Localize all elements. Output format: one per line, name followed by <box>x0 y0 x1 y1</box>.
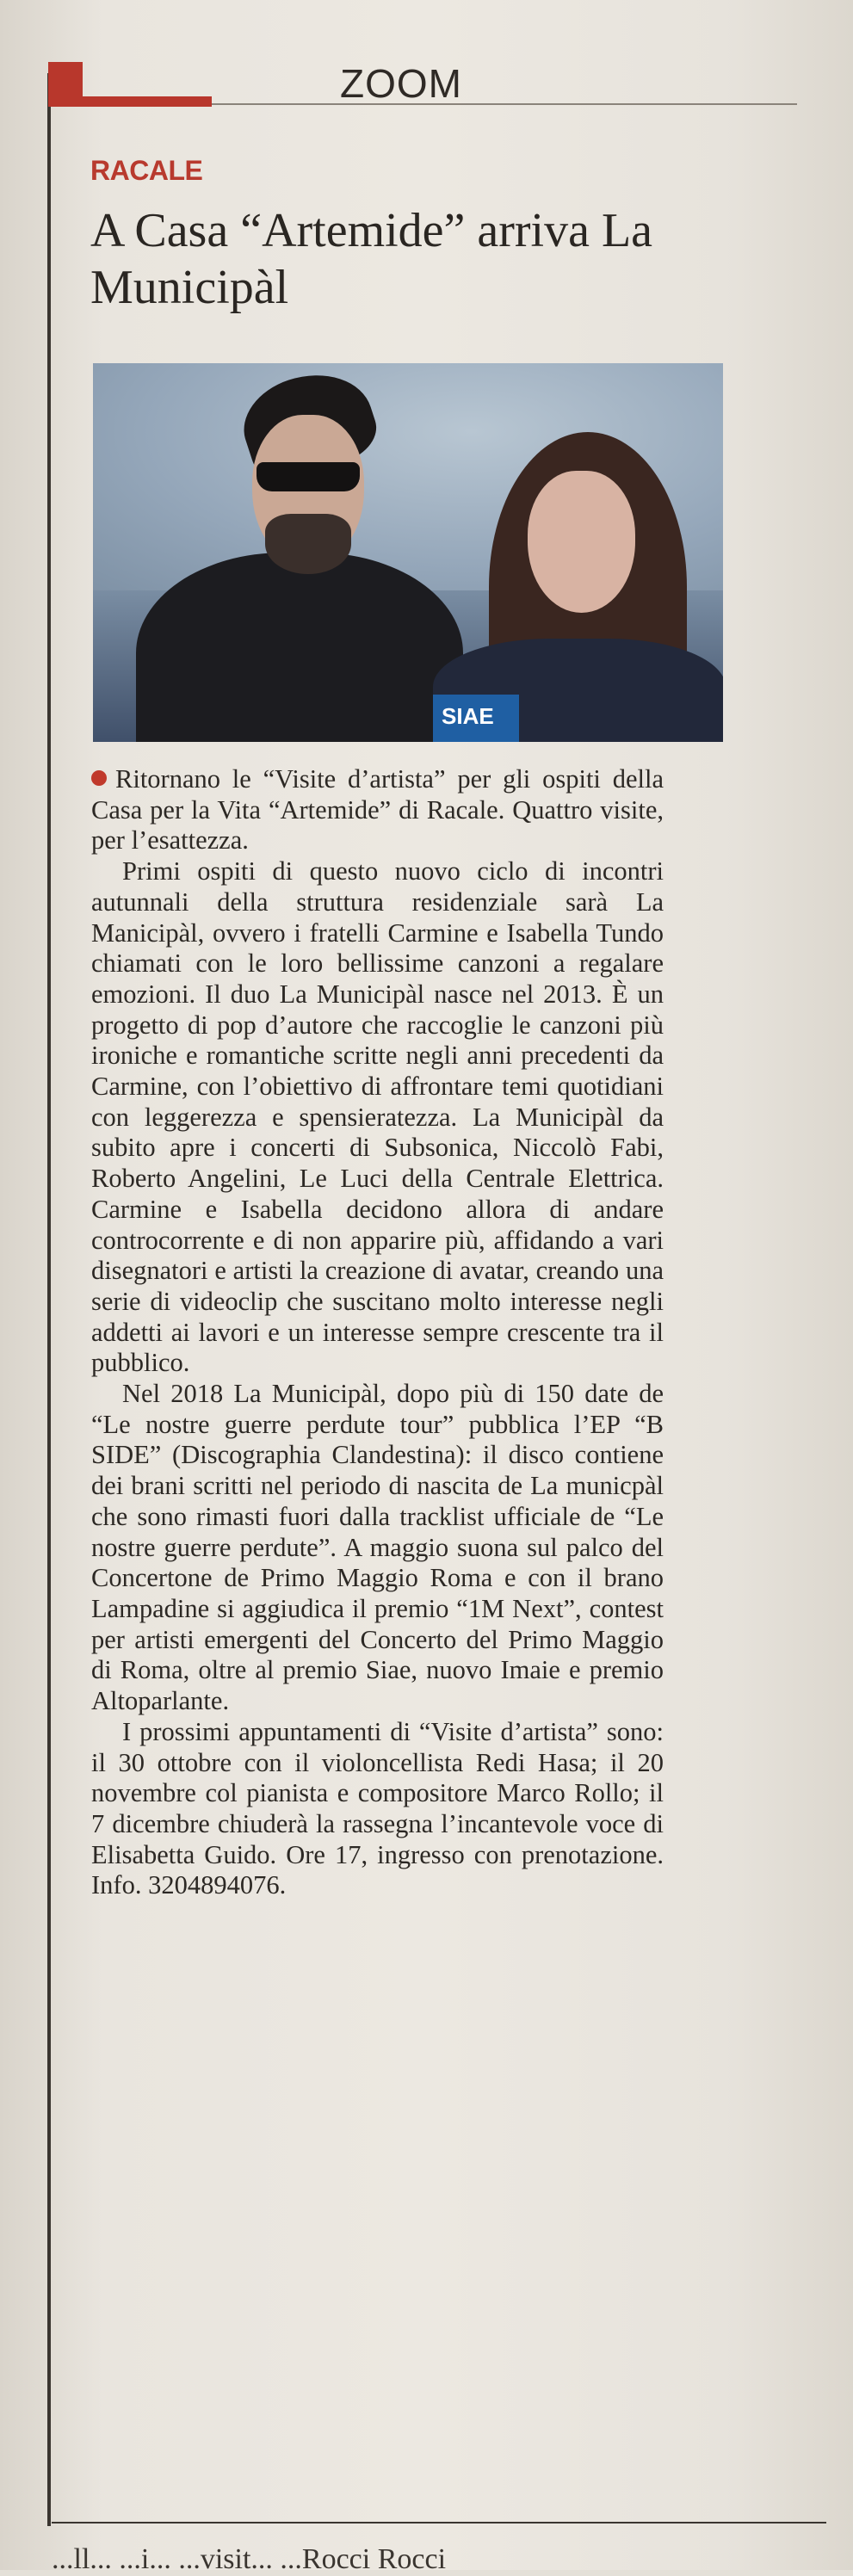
paragraph-text: Ritornano le “Visite d’artista” per gli ospiti della Casa per la Vita “Artemide” di Racale. Quattro visite, per l’esattezza. <box>91 764 664 856</box>
article-paragraph: Primi ospiti di questo nuovo ciclo di incontri autunnali della struttura residenziale sarà La Manicipàl, ovvero i fratelli Carmine e Isabella Tundo chiamati con le loro bellissime canzoni a regalare emozioni. Il duo La Municipàl nasce nel 2013. È un progetto di pop d’autore che raccoglie le canzoni più ironiche e romantiche scritte negli anni precedenti da Carmine, con l’obiettivo di affrontare temi quotidiani con leggerezza e spensieratezza. La Municipàl da subito apre i concerti di Subsonica, Niccolò Fabi, Roberto Angelini, Le Luci della Centrale Elettrica. Carmine e Isabella decidono allora di andare controcorrente e di non apparire più, affidando a vari disegnatori e artisti la creazione di avatar, creando una serie di videoclip che suscitano molto interesse negli addetti ai lavori e un interesse sempre crescente tra il pubblico. <box>91 856 664 1378</box>
section-accent-bar <box>48 96 212 107</box>
photo-man-figure <box>136 553 463 742</box>
article-headline: A Casa “Artemide” arriva La Municipàl <box>90 204 653 314</box>
section-label: ZOOM <box>340 61 462 106</box>
section-top-rule <box>212 103 797 105</box>
article-bottom-rule <box>52 2522 826 2523</box>
next-article-fragment: ...ll... ...i... ...visit... ...Rocci Rocci <box>52 2543 447 2575</box>
photo-woman-face <box>528 471 635 613</box>
article-photo <box>93 363 723 742</box>
article-kicker: RACALE <box>90 155 203 186</box>
article-paragraph-lead <box>91 764 664 856</box>
article-paragraph: Nel 2018 La Municipàl, dopo più di 150 date de “Le nostre guerre perdute tour” pubblica l’EP “B SIDE” (Discographia Clandestina): il disco contiene dei brani scritti nel periodo di nascita de La municpàl che sono rimasti fuori dalla tracklist ufficiale de “Le nostre guerre perdute”. A maggio suona sul palco del Concertone de Primo Maggio Roma e con il brano Lampadine si aggiudica il premio “1M Next”, contest per artisti emergenti del Concerto del Primo Maggio di Roma, oltre al premio Siae, nuovo Imaie e premio Altoparlante. <box>91 1379 664 1716</box>
article-paragraph: I prossimi appuntamenti di “Visite d’artista” sono: il 30 ottobre con il violoncellista Redi Hasa; il 20 novembre col pianista e compositore Marco Rollo; il 7 dicembre chiuderà la rassegna l’incantevole voce di Elisabetta Guido. Ore 17, ingresso con prenotazione. Info. 3204894076. <box>91 1716 664 1900</box>
sunglasses-icon <box>257 462 360 491</box>
left-column-rule <box>47 73 51 2526</box>
photo-man-beard <box>265 514 351 574</box>
bullet-icon <box>91 770 107 786</box>
photo-sign: SIAE <box>433 695 519 742</box>
article-body <box>91 764 664 1901</box>
